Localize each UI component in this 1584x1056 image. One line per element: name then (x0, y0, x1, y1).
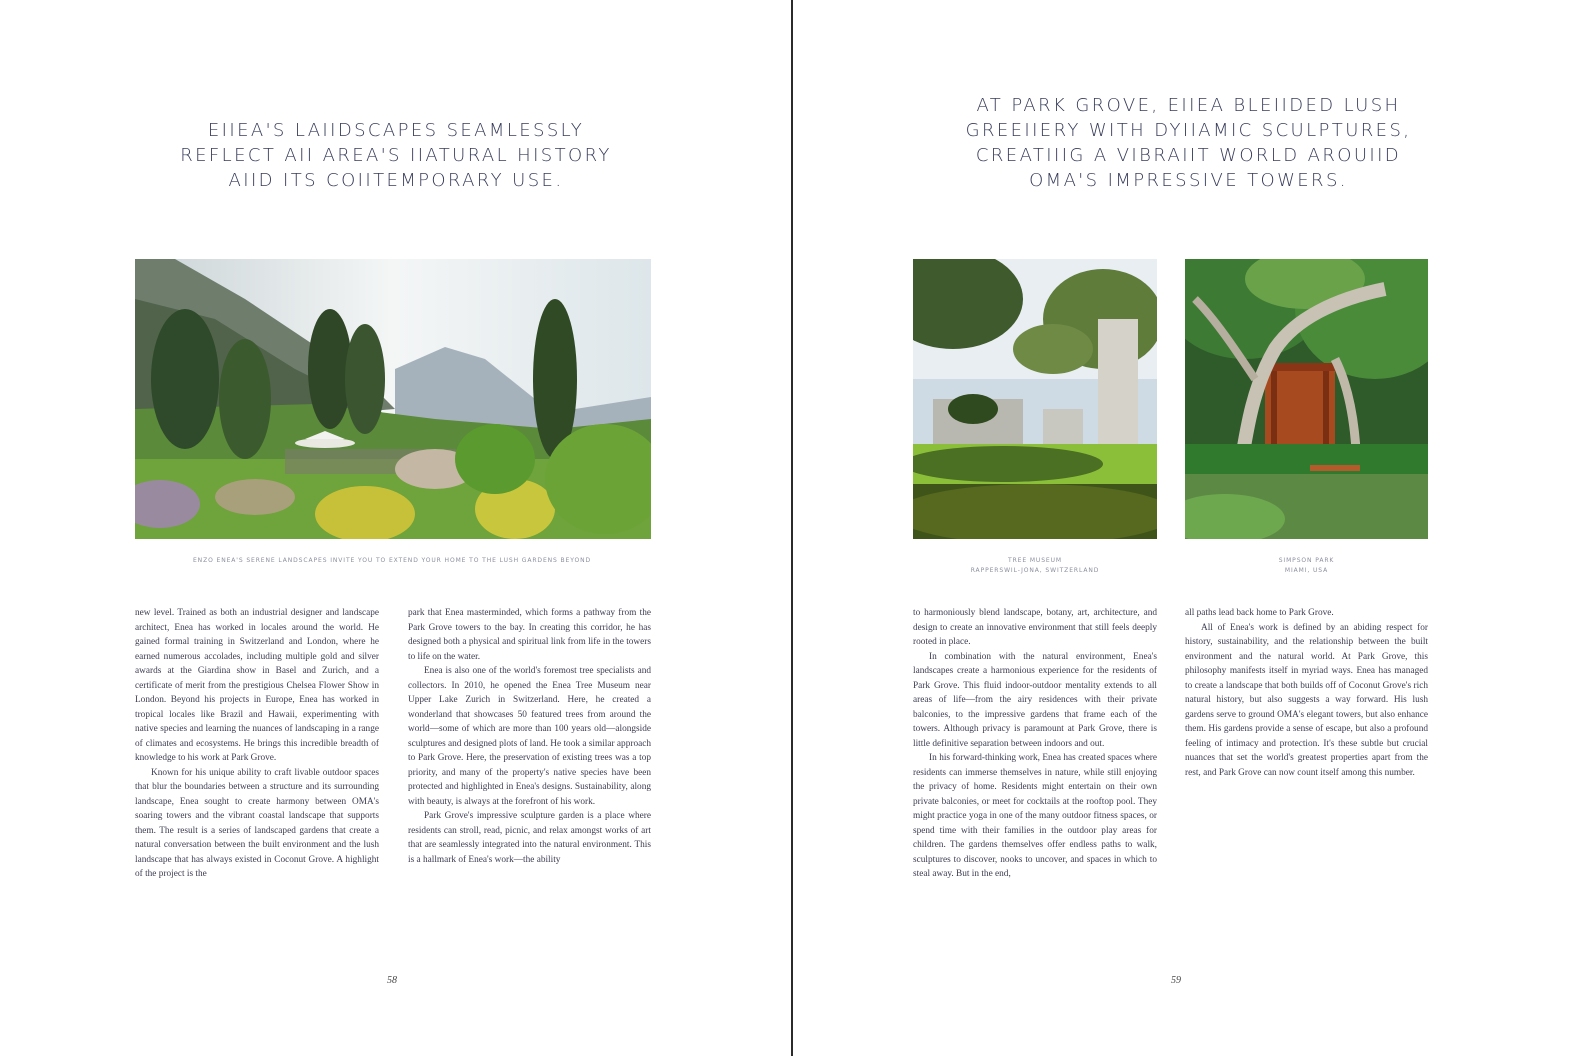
paragraph: All of Enea's work is defined by an abiding respect for history, sustainability, and the relationship between the built environment and the natural world. At Park Grove, this philosophy manifests itself in myriad ways. Enea has managed to create a landscape that both builds off of Coconut Grove's rich natural history, but also suggests a way forward. His lush gardens serve to ground OMA's elegant towers, but also enhance them. His gardens provide a sense of escape, but also a profound feeling of intimacy and protection. It's these subtle but crucial nuances that set the world's greatest properties apart from the rest, and Park Grove can now count itself among this number. (1185, 622, 1428, 778)
caption-line: RAPPERSWIL-JONA, SWITZERLAND (970, 567, 1100, 574)
right-headline-line-1: AT PARK GROVE, EIIEA BLEIIDED LUSH (976, 95, 1401, 116)
right-page (793, 0, 1584, 1056)
paragraph: In his forward-thinking work, Enea has created spaces where residents can immerse themselves in nature, while still enjoying the privacy of home. Residents might entertain on their own private balconies, or meet for cocktails at the rooftop pool. They might practice yoga in one of the many outdoor fitness spaces, or spend time with their families in the outdoor play areas for children. The gardens themselves offer endless paths to walk, sculptures to discover, nooks to uncover, and spaces in which to steal away. But in the end, (913, 753, 1157, 879)
right-body-column-1 (913, 606, 1157, 882)
paragraph: Known for his unique ability to craft livable outdoor spaces that blur the boundaries between a structure and its surrounding landscape, Enea sought to create harmony between OMA's soaring towers and the vibrant coastal landscape that supports them. The result is a series of landscaped gardens that create a natural conversation between the built environment and the lush landscape that has always existed in Coconut Grove. A highlight of the project is the (135, 767, 379, 879)
caption-line: SIMPSON PARK (1278, 557, 1335, 564)
right-headline (793, 93, 1584, 193)
left-headline (0, 118, 792, 193)
tree-museum-sculpture-photo (913, 259, 1157, 539)
simpson-park-caption (1185, 556, 1428, 576)
paragraph: new level. Trained as both an industrial designer and landscape architect, Enea has worked in locales around the world. He gained formal training in Switzerland and London, where he earned numerous accolades, including multiple gold and silver awards at the Giardina show in Basel and Zurich, and a certificate of merit from the prestigious Chelsea Flower Show in London. Beyond his projects in Europe, Enea has worked in tropical locales like Brazil and Hawaii, experimenting with native species and learning the nuances of landscaping in a range of climates and ecosystems. He brings this incredible breadth of knowledge to his work at Park Grove. (135, 608, 379, 763)
left-headline-line-3: AIID ITS COIITEMPORARY USE. (228, 170, 564, 191)
paragraph: to harmoniously blend landscape, botany, art, architecture, and design to create an innovative environment that still feels deeply rooted in place. (913, 608, 1157, 647)
caption-line: MIAMI, USA (1284, 567, 1329, 574)
right-headline-line-3: CREATIIIG A VIBRAIIT WORLD AROUIID (975, 145, 1402, 166)
paragraph: Park Grove's impressive sculpture garden is a place where residents can stroll, read, picnic, and relax amongst works of art that are seamlessly integrated into the natural environment. This is a hallmark of Enea's work—the ability (408, 811, 651, 865)
paragraph: all paths lead back home to Park Grove. (1185, 608, 1334, 618)
left-headline-line-1: EIIEA'S LAIIDSCAPES SEAMLESSLY (207, 120, 585, 141)
paragraph: In combination with the natural environment, Enea's landscapes create a harmonious experience for the residents of Park Grove. This fluid indoor-outdoor mentality extends to all areas of life—from the airy residences with their private balconies, to the impressive gardens that frame each of the towers. Although privacy is paramount at Park Grove, there is little definitive separation between indoors and out. (913, 651, 1157, 749)
right-headline-line-2: GREEIIERY WITH DYIIAMIC SCULPTURES, (965, 120, 1412, 141)
paragraph: park that Enea masterminded, which forms a pathway from the Park Grove towers to the bay. In creating this corridor, he has designed both a physical and spiritual link from life in the towers to life on the water. (408, 608, 651, 662)
page-number: 59 (1171, 975, 1181, 986)
left-headline-line-2: REFLECT AII AREA'S IIATURAL HISTORY (180, 145, 612, 166)
paragraph: Enea is also one of the world's foremost tree specialists and collectors. In 2010, he opened the Enea Tree Museum near Upper Lake Zurich in Switzerland. Here, he created a wonderland that showcases 50 featured trees from around the world—some of which are more than 100 years old—alongside sculptures and designed plots of land. He took a similar approach to Park Grove. Here, the preservation of existing trees was a top priority, and many of the property's native species have been protected and highlighted in Enea's designs. Sustainability, along with beauty, is always at the forefront of his work. (408, 666, 651, 807)
right-headline-line-4: OMA'S IMPRESSIVE TOWERS. (1029, 170, 1348, 191)
simpson-park-pavilion-photo (1185, 259, 1428, 539)
left-body-column-2 (408, 606, 651, 867)
left-body-column-1 (135, 606, 379, 882)
left-photo-caption: ENZO ENEA'S SERENE LANDSCAPES INVITE YOU TO EXTEND YOUR HOME TO THE LUSH GARDENS BEYOND (192, 557, 592, 564)
caption-line: TREE MUSEUM (1008, 557, 1062, 564)
tree-museum-caption (913, 556, 1157, 576)
page-number: 58 (387, 975, 397, 986)
right-body-column-2 (1185, 606, 1428, 780)
mountain-garden-landscape-photo (135, 259, 651, 539)
